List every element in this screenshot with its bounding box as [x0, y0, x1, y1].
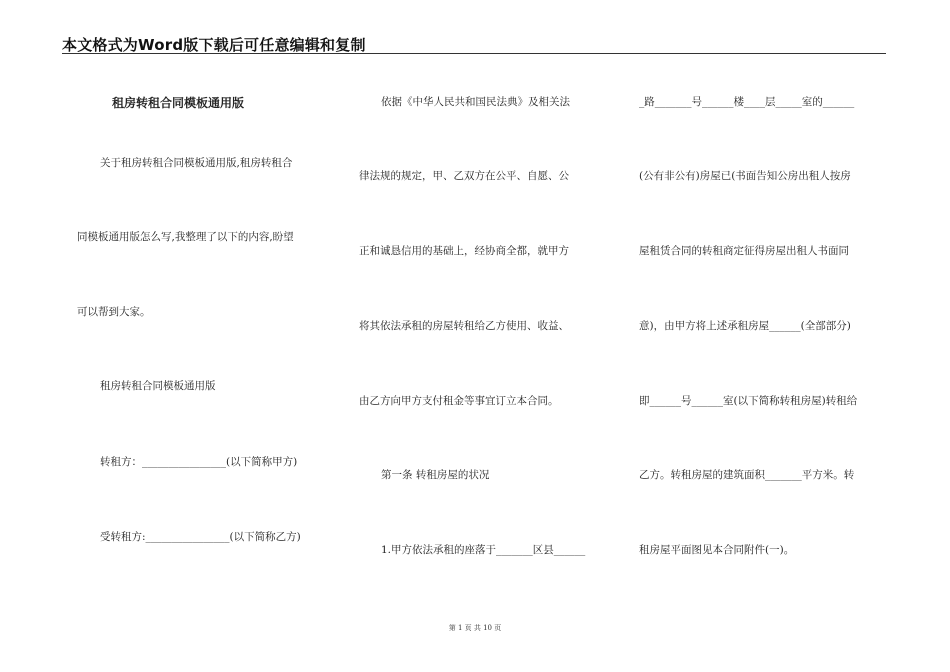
paragraph-line: 由乙方向甲方支付租金等事宜订立本合同。: [359, 395, 559, 407]
document-header-title: 本文格式为Word版下载后可任意编辑和复制: [62, 36, 366, 54]
page-number: 第 1 页 共 10 页: [448, 624, 502, 632]
paragraph-line: 律法规的规定，甲、乙双方在公平、自愿、公: [359, 170, 569, 182]
document-title: 租房转租合同模板通用版: [112, 96, 245, 110]
paragraph-line: 依据《中华人民共和国民法典》及相关法: [381, 96, 570, 108]
paragraph-line: 将其依法承租的房屋转租给乙方使用、收益、: [359, 320, 569, 332]
paragraph-line: 即______号______室(以下简称转租房屋)转租给: [639, 395, 858, 407]
header-divider: [62, 53, 886, 54]
paragraph-line: 租房转租合同模板通用版: [100, 380, 216, 392]
paragraph-line: 同模板通用版怎么写,我整理了以下的内容,盼望: [77, 231, 294, 243]
paragraph-line: 可以帮到大家。: [77, 306, 151, 318]
section-heading: 第一条 转租房屋的状况: [381, 469, 490, 481]
paragraph-line: 1.甲方依法承租的座落于_______区县______: [381, 544, 586, 556]
paragraph-line: 意)，由甲方将上述承租房屋______(全部部分): [639, 320, 851, 332]
paragraph-line: 转租方：________________(以下简称甲方): [100, 456, 298, 468]
paragraph-line: 屋租赁合同的转租商定征得房屋出租人书面同: [639, 245, 849, 257]
paragraph-line: _路_______号______楼____层_____室的______: [639, 96, 855, 108]
paragraph-line: 受转租方:________________(以下简称乙方): [100, 531, 301, 543]
paragraph-line: 租房屋平面图见本合同附件(一)。: [639, 544, 795, 556]
paragraph-line: 关于租房转租合同模板通用版,租房转租合: [100, 157, 293, 169]
paragraph-line: (公有非公有)房屋已(书面告知公房出租人按房: [639, 170, 851, 182]
paragraph-line: 乙方。转租房屋的建筑面积_______平方米。转: [639, 469, 855, 481]
paragraph-line: 正和诚恳信用的基础上，经协商全都，就甲方: [359, 245, 569, 257]
